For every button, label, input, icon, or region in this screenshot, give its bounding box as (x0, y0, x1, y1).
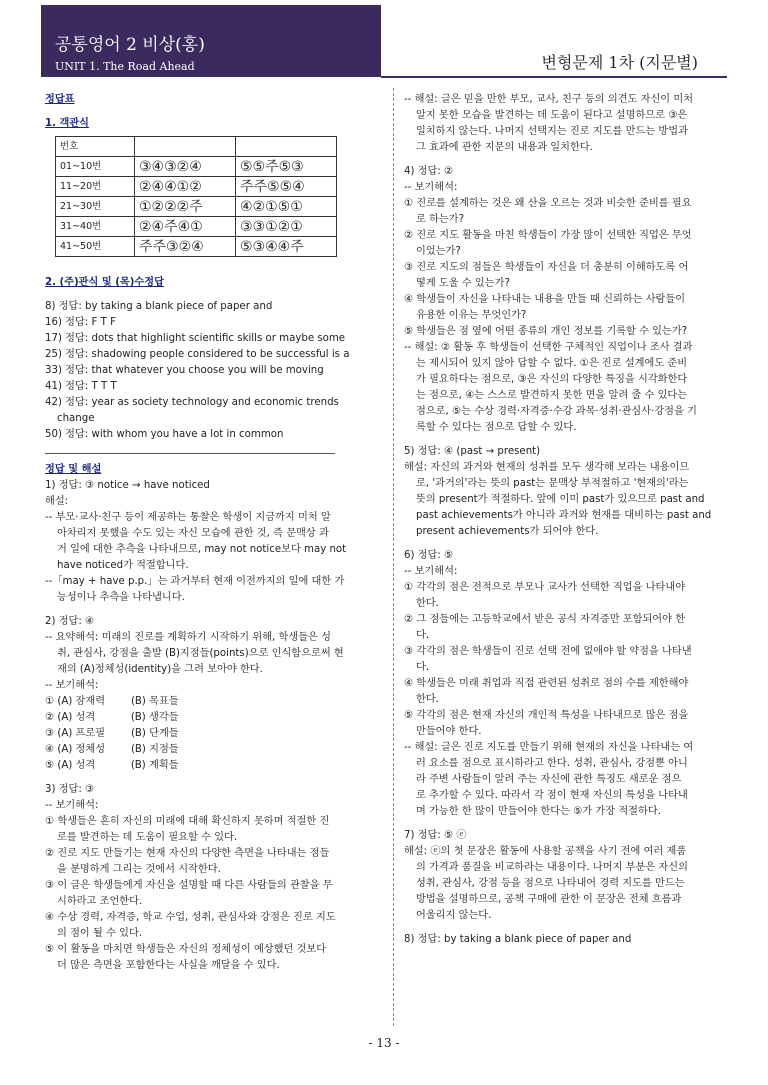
text-line: 유용한 이유는 무엇인가? (416, 310, 527, 321)
text-line: 을 분명하게 그리는 것에서 시작한다. (57, 864, 221, 875)
text-line: 로 추가할 수 있다. 따라서 각 점이 현재 자신의 특성을 나타내 (416, 790, 688, 801)
text-line: 가 필요하다는 점으로, ③은 자신의 다양한 특징을 시각화한다 (416, 374, 688, 385)
text-line: 한다. (416, 598, 439, 609)
text-line: ③ 진로 지도의 점들은 학생들이 자신을 더 충분히 이해하도록 어 (404, 262, 689, 273)
text-line: ① 학생들은 흔히 자신의 미래에 대해 확신하지 못하며 적절한 진 (45, 816, 330, 827)
text-line: 재의 (A)정체성(identity)을 그려 보아야 한다. (57, 664, 263, 675)
text-line: ① (A) 잠재력 (B) 목표들 (45, 696, 179, 707)
text-line: -- 해설: 글은 진로 지도를 만들기 위해 현재의 자신을 나타내는 여 (404, 742, 694, 753)
text-line: 성취, 관심사, 강점 등을 점으로 나타내어 경력 지도를 만드는 (416, 878, 685, 889)
table-row: 11~20번 ②④④①② 주주⑤⑤④ (56, 177, 337, 197)
table-row: 31~40번 ②④주④① ③③①②① (56, 217, 337, 237)
text-line: 해설: (45, 496, 69, 507)
text-line: ⑤ (A) 성격 (B) 계획들 (45, 760, 179, 771)
text-line: 로를 발견하는 데 도움이 필요할 수 있다. (57, 832, 238, 843)
text-line: 한다. (416, 694, 439, 705)
text-line: ① 각각의 점은 전적으로 부모나 교사가 선택한 직업을 나타내야 (404, 582, 686, 593)
text-line: ① 진로를 설계하는 것은 왜 산을 오르는 것과 비슷한 준비를 필요 (404, 198, 692, 209)
text-line: ② (A) 성격 (B) 생각들 (45, 712, 179, 723)
text-line: ② 진로 지도 활동을 마친 학생들이 가장 많이 선택한 직업은 무엇 (404, 230, 692, 241)
answer-line: 42) 정답: year as society technology and economic trends (45, 397, 339, 408)
text-line: -- 보기해석: (404, 566, 458, 577)
answer-line: 25) 정답: shadowing people considered to be successful is a (45, 349, 350, 360)
text-line: have noticed가 적절합니다. (57, 560, 189, 571)
text-line: ④ 학생들은 미래 취업과 직접 관련된 성취로 점의 수를 제한해야 (404, 678, 689, 689)
header-subtitle: UNIT 1. The Road Ahead (55, 60, 195, 73)
text-line: 해설: ⓔ의 첫 문장은 활동에 사용할 공책을 사기 전에 여러 제품 (404, 846, 687, 857)
text-line: past achievements가 아니라 과거와 현재를 대비하는 past and (416, 510, 712, 521)
text-line: 일치하지 않는다. 나머지 선택지는 진로 지도를 만드는 방법과 (416, 126, 688, 137)
answer-line: 17) 정답: dots that highlight scientific skills or maybe some (45, 333, 346, 344)
answer-line: 8) 정답: by taking a blank piece of paper and (45, 301, 273, 312)
text-line: 아차리지 못했을 수도 있는 자신 모습에 관한 것, 즉 문맥상 과 (57, 528, 329, 539)
explain-heading: 정답 및 해설 (45, 464, 102, 475)
text-line: -- 보기해석: (404, 182, 458, 193)
text-line: 취, 관심사, 강점을 출발 (B)지점들(points)으로 인식함으로써 현 (57, 648, 344, 659)
text-line: 능성이나 추측을 나타냅니다. (57, 592, 185, 603)
header-banner (41, 5, 381, 77)
text-line: -- 요약해석: 미래의 진로를 계획하기 시작하기 위해, 학생들은 성 (45, 632, 331, 643)
text-line: ② 그 점들에는 고등학교에서 받은 공식 자격증만 포함되어야 한 (404, 614, 686, 625)
text-line: ⑤ 각각의 점은 현재 자신의 개인적 특성을 나타내므로 많은 점을 (404, 710, 689, 721)
text-line: 더 많은 측면을 포함한다는 사실을 깨달을 수 있다. (57, 960, 280, 971)
text-line: ③ (A) 프로필 (B) 단계들 (45, 728, 179, 739)
text-line: 이었는가? (416, 246, 461, 257)
text-line: -- 보기해석: (45, 680, 99, 691)
text-line: 5) 정답: ④ (past → present) (404, 446, 541, 457)
text-line: 해설: 자신의 과거와 현재의 성취를 모두 생각해 보라는 내용이므 (404, 462, 690, 473)
text-line: --「may + have p.p.」는 과거부터 현재 이전까지의 일에 대한 가 (45, 576, 345, 587)
text-line: 로 하는가? (416, 214, 465, 225)
text-line: 8) 정답: by taking a blank piece of paper and (404, 934, 632, 945)
section-divider (45, 453, 335, 454)
text-line: -- 보기해석: (45, 800, 99, 811)
left-column (45, 92, 375, 974)
text-line: ⑤ 이 활동을 마치면 학생들은 자신의 정체성이 예상했던 것보다 (45, 944, 327, 955)
text-line: 점으로, ⑤는 수상 경력·자격증·수강 과목·성취·관심사·강점을 기 (416, 406, 697, 417)
text-line: 뜻의 present가 적절하다. 앞에 이미 past가 있으므로 past and (416, 494, 705, 505)
text-line: -- 해설: 글은 믿을 만한 부모, 교사, 친구 등의 의견도 자신이 미처 (404, 94, 694, 105)
text-line: 거 일에 대한 추측을 나타내므로, may not notice보다 may not (57, 544, 347, 555)
text-line: 다. (416, 662, 430, 673)
answer-line: 16) 정답: F T F (45, 317, 116, 328)
table-row: 41~50번 주주③②④ ⑤③④④주 (56, 237, 337, 257)
text-line: ③ 이 글은 학생들에게 자신을 설명할 때 다른 사람들의 관찰을 무 (45, 880, 333, 891)
text-line: 2) 정답: ④ (45, 616, 95, 627)
header-right-title: 변형문제 1차 (지문별) (541, 53, 698, 72)
answer-table (55, 136, 337, 257)
table-row: 21~30번 ①②②②주 ④②①⑤① (56, 197, 337, 217)
header-rule (381, 76, 727, 78)
text-line: 4) 정답: ② (404, 166, 454, 177)
answer-sheet-heading: 정답표 (45, 94, 75, 105)
right-column (404, 92, 734, 948)
text-line: 떻게 도울 수 있는가? (416, 278, 510, 289)
answer-line: 50) 정답: with whom you have a lot in common (45, 429, 284, 440)
text-line: 1) 정답: ③ notice → have noticed (45, 480, 210, 491)
text-line: 의 가격과 품질을 비교하라는 내용이다. 나머지 부분은 자신의 (416, 862, 688, 873)
text-line: 만들어야 한다. (416, 726, 482, 737)
text-line: 며 가능한 한 많이 만들어야 한다는 ⑤가 가장 적절하다. (416, 806, 661, 817)
text-line: 3) 정답: ③ (45, 784, 95, 795)
text-line: -- 부모·교사·친구 등이 제공하는 통찰은 학생이 지금까지 미처 알 (45, 512, 331, 523)
text-line: ⑤ 학생들은 점 옆에 어떤 종류의 개인 정보를 기록할 수 있는가? (404, 326, 688, 337)
text-line: present achievements가 되어야 한다. (416, 526, 599, 537)
objective-heading: 1. 객관식 (45, 118, 90, 129)
text-line: 의 점이 될 수 있다. (57, 928, 143, 939)
table-header: 번호 (56, 137, 135, 157)
text-line: ④ 수상 경력, 자격증, 학교 수업, 성취, 관심사와 강점은 진로 지도 (45, 912, 336, 923)
text-line: ③ 각각의 점은 학생들이 진로 선택 전에 없애야 할 약점을 나타낸 (404, 646, 692, 657)
text-line: 방법을 설명하므로, 공책 구매에 관한 이 문장은 전체 흐름과 (416, 894, 682, 905)
answer-line: change (57, 413, 95, 424)
header-title: 공통영어 2 비상(홍) (55, 35, 205, 55)
answer-line: 33) 정답: that whatever you choose you will be moving (45, 365, 324, 376)
text-line: 그 효과에 관한 지문의 내용과 일치한다. (416, 142, 593, 153)
text-line: 는 점으로, ④는 스스로 발견하지 못한 면을 알려 줄 수 있다는 (416, 390, 688, 401)
page-number: - 13 - (368, 1036, 400, 1050)
text-line: ② 진로 지도 만들기는 현재 자신의 다양한 측면을 나타내는 점들 (45, 848, 330, 859)
text-line: 어울리지 않는다. (416, 910, 492, 921)
text-line: 다. (416, 630, 430, 641)
text-line: 알지 못한 모습을 발견하는 데 도움이 된다고 설명하므로 ③은 (416, 110, 688, 121)
text-line: 7) 정답: ⑤ ⓔ (404, 830, 467, 841)
subjective-heading: 2. (주)관식 및 (목)수정답 (45, 277, 164, 288)
text-line: 는 제시되어 있지 않아 답할 수 없다. ①은 진로 설계에도 준비 (416, 358, 688, 369)
text-line: 러 요소를 점으로 표시하라고 한다. 성취, 관심사, 강점뿐 아니 (416, 758, 688, 769)
text-line: ④ (A) 정체성 (B) 지점들 (45, 744, 179, 755)
text-line: -- 해설: ② 활동 후 학생들이 선택한 구체적인 직업이나 조사 결과 (404, 342, 693, 353)
text-line: 6) 정답: ⑤ (404, 550, 454, 561)
text-line: ④ 학생들이 자신을 나타내는 내용을 만들 때 신뢰하는 사람들이 (404, 294, 686, 305)
text-line: 시하라고 조언한다. (57, 896, 143, 907)
text-line: 록할 수 있다는 점으로 답할 수 있다. (416, 422, 577, 433)
text-line: 로, '과거의'라는 뜻의 past는 문맥상 부적절하고 '현재의'라는 (416, 478, 689, 489)
table-row: 01~10번 ③④③②④ ⑤⑤주⑤③ (56, 157, 337, 177)
text-line: 라 주변 사람들이 알려 주는 자신에 관한 특징도 새로운 점으 (416, 774, 682, 785)
answer-line: 41) 정답: T T T (45, 381, 117, 392)
column-divider (393, 88, 394, 1026)
